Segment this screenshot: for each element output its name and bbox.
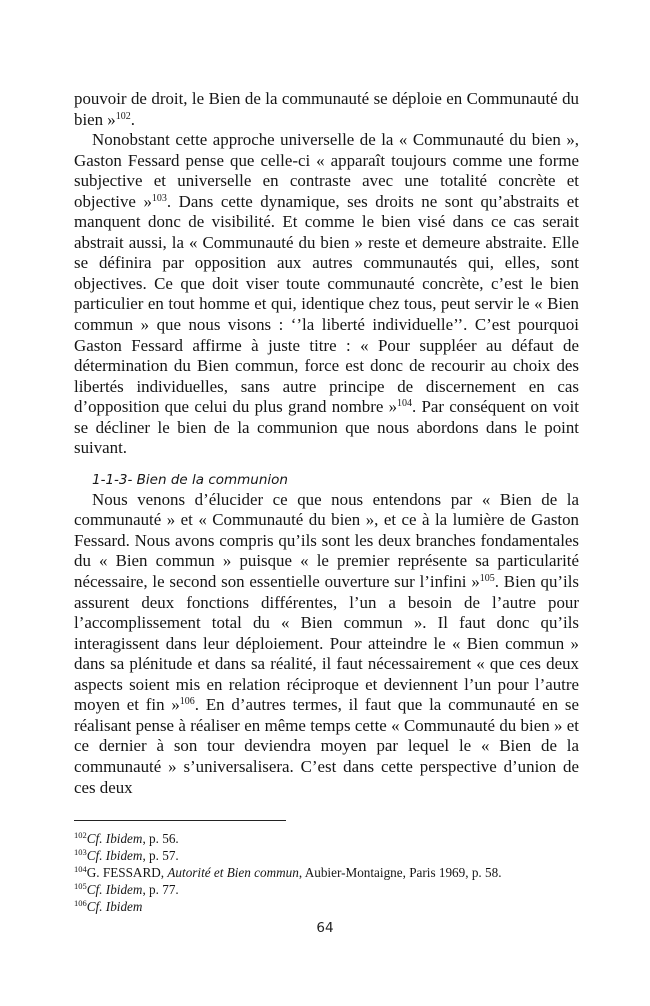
footnote-ref-105: 105 xyxy=(479,573,495,585)
footnote-text: , p. 57. xyxy=(142,848,179,863)
paragraph-text: pouvoir de droit, le Bien de la communauté se déploie en Communauté du bien » xyxy=(74,89,579,129)
footnote-number: 104 xyxy=(74,864,87,874)
footnote-104 xyxy=(74,864,579,881)
paragraph-text: Nous venons d’élucider ce que nous entendons par « Bien de la communauté » et « Communauté du bien », et ce à la lumière de Gaston Fessard. Nous avons compris qu’ils sont les deux branches fondamentales du « Bien commun » puisque « le premier représente sa particularité nécessaire, le second son essentielle ouverture sur l’infini » xyxy=(74,489,579,592)
footnote-ref-102: 102 xyxy=(115,110,131,122)
footnote-citation: Cf. Ibidem xyxy=(86,831,143,846)
page-number: 64 xyxy=(316,920,334,936)
footnote-ref-106: 106 xyxy=(179,696,195,708)
footnote-separator xyxy=(74,820,286,821)
footnote-number: 106 xyxy=(74,898,87,908)
footnote-number: 105 xyxy=(74,881,87,891)
footnote-number: 102 xyxy=(74,830,87,840)
paragraph-text: . En d’autres termes, il faut que la communauté en se réalisant pense à réaliser en même temps cette « Communauté du bien » et ce dernier à son tour deviendra moyen par lequel le « Bien de la communauté » s’universalisera. C’est dans cette perspective d’union de ces deux xyxy=(74,695,579,797)
footnote-102 xyxy=(74,830,579,847)
body-text xyxy=(74,89,579,798)
paragraph-text: . Bien qu’ils assurent deux fonctions différentes, l’un a besoin de l’autre pour l’accomplissement total du « Bien commun ». Il faut donc qu’ils interagissent dans leur déploiement. Pour atteindre le « Bien commun » dans sa plénitude et dans sa réalité, il faut nécessairement « que ces deux aspects soient mis en relation réciproque et deviennent l’un pour l’autre moyen et fin » xyxy=(74,572,579,715)
footnote-citation: Cf. Ibidem xyxy=(86,882,143,897)
footnote-text: , Aubier-Montaigne, Paris 1969, p. 58. xyxy=(298,865,502,880)
footnote-text: , p. 56. xyxy=(142,831,179,846)
paragraph-text: Nonobstant cette approche universelle de la « Communauté du bien », Gaston Fessard pense que celle-ci « apparaît toujours comme une forme subjective et universelle en contraste avec une totalité concrète et objective » xyxy=(74,130,579,211)
footnote-author: G. FESSARD, xyxy=(86,865,168,880)
paragraph-2 xyxy=(74,130,579,459)
footnote-book-title: Autorité et Bien commun xyxy=(167,865,299,880)
footnote-citation: Cf. Ibidem xyxy=(86,848,143,863)
footnote-105 xyxy=(74,881,579,898)
footnote-citation: Cf. Ibidem xyxy=(86,899,143,914)
footnote-ref-104: 104 xyxy=(397,398,413,410)
footnote-106 xyxy=(74,898,579,915)
paragraph-text: . Par conséquent on voit se décliner le bien de la communion que nous abordons dans le point suivant. xyxy=(74,397,579,458)
footnote-103 xyxy=(74,847,579,864)
paragraph-text: . xyxy=(130,109,135,129)
footnote-number: 103 xyxy=(74,847,87,857)
footnote-text: , p. 77. xyxy=(142,882,179,897)
paragraph-3 xyxy=(74,490,579,798)
footnotes xyxy=(74,830,579,915)
section-heading: 1-1-3- Bien de la communion xyxy=(92,471,288,488)
footnote-ref-103: 103 xyxy=(151,192,167,204)
paragraph-text: . Dans cette dynamique, ses droits ne sont qu’abstraits et manquent donc de visibilité. Et comme le bien visé dans ce cas serait abstrait aussi, la « Communauté du bien » reste et demeure abstraite. Elle se définira par opposition aux autres communautés qui, elles, sont objectives. Ce que doit viser toute communauté concrète, c’est le bien particulier en tout homme et qui, identique chez tous, peut servir le « Bien commun » que nous visons : ‘’la liberté individuelle’’. C’est pourquoi Gaston Fessard affirme à juste titre : « Pour suppléer au défaut de détermination du Bien commun, force est donc de recourir au choix des libertés individuelles, sans autre principe de discernement en cas d’opposition que celui du plus grand nombre » xyxy=(74,191,579,417)
paragraph-1 xyxy=(74,89,579,130)
